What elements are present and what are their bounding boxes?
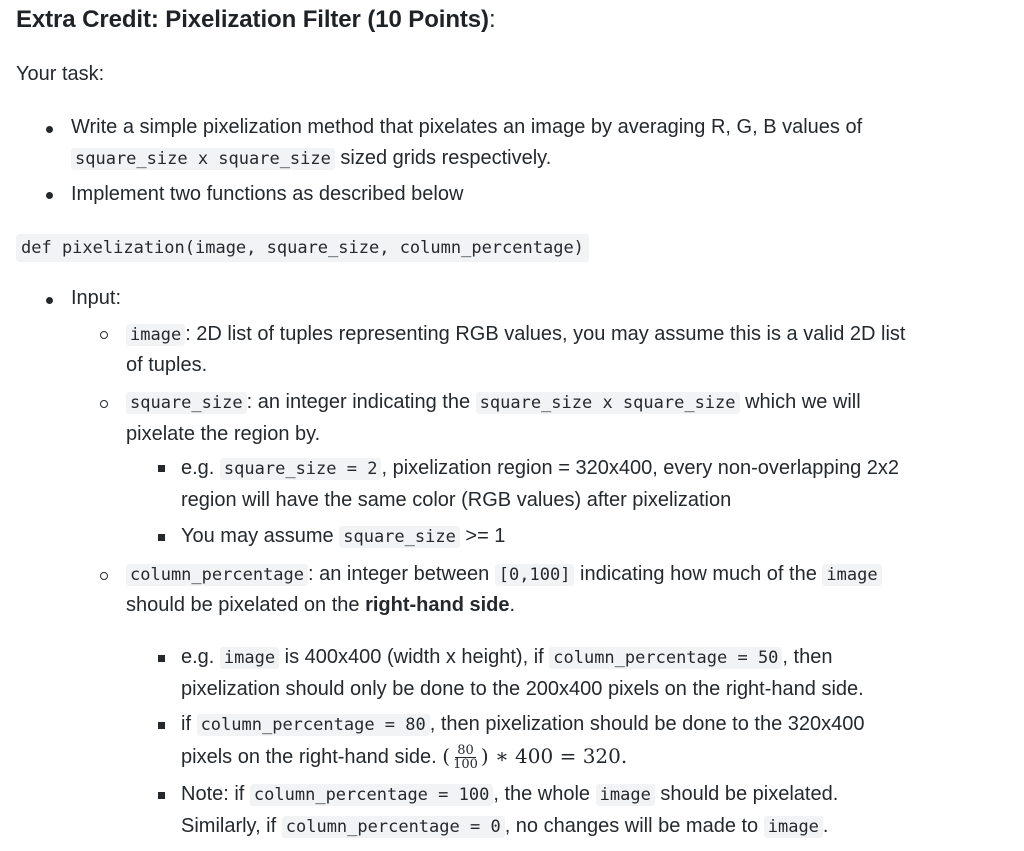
inline-code: [0,100] <box>495 564 575 586</box>
param-column-percentage-line-1: column_percentage : an integer between [0,100] indicating how much of the image <box>126 558 882 591</box>
inline-code: image <box>126 324 185 346</box>
inline-code: square_size <box>126 392 247 414</box>
bullet-dot <box>46 297 53 304</box>
bullet-square <box>158 722 165 729</box>
function-signature: def pixelization(image, square_size, column_percentage) <box>16 234 589 262</box>
bullet-square <box>158 534 165 541</box>
inline-code: square_size x square_size <box>71 148 335 170</box>
column-example-2-line-1: if column_percentage = 80 , then pixelization should be done to the 320x400 <box>181 713 865 735</box>
bullet-circle <box>100 400 108 408</box>
inline-code: column_percentage = 50 <box>549 647 782 669</box>
square-size-example-line-1: e.g. square_size = 2 , pixelization region = 320x400, every non-overlapping 2x2 <box>181 457 900 479</box>
square-size-assumption: You may assume square_size >= 1 <box>181 525 506 547</box>
fraction: $\frac{80}{100}$ <box>453 743 478 772</box>
bullet-square <box>158 655 165 662</box>
bullet-square <box>158 792 165 799</box>
param-square-size-line-1: square_size : an integer indicating the square_size x square_size which we will <box>126 386 861 419</box>
math-formula: ( $\frac{80}{100}$ ) ∗ 400 = 320. <box>442 743 628 772</box>
bullet-dot <box>46 192 53 199</box>
param-image-line-1: image : 2D list of tuples representing RGB values, you may assume this is a valid 2D list <box>126 318 906 351</box>
bold-text: right-hand side <box>365 594 510 616</box>
column-example-1-line-2: pixelization should only be done to the 200x400 pixels on the right-hand side. <box>181 678 864 700</box>
column-note-line-2: Similarly, if column_percentage = 0 , no changes will be made to image . <box>181 815 829 837</box>
inline-code: column_percentage <box>126 564 308 586</box>
inline-code: square_size = 2 <box>220 458 382 480</box>
column-note-line-1: Note: if column_percentage = 100 , the whole image should be pixelated. <box>181 783 839 805</box>
intro-text: Your task: <box>16 63 105 85</box>
page-title: Extra Credit: Pixelization Filter (10 Points): <box>16 6 496 33</box>
inline-code: column_percentage = 0 <box>282 816 505 838</box>
bullet-dot <box>46 126 53 133</box>
inline-code: image <box>822 564 881 586</box>
task-1-line-1: Write a simple pixelization method that pixelates an image by averaging R, G, B values of <box>71 116 863 138</box>
inline-code: column_percentage = 100 <box>250 784 493 806</box>
param-image-line-2: of tuples. <box>126 354 208 376</box>
square-size-example-line-2: region will have the same color (RGB values) after pixelization <box>181 489 732 511</box>
column-example-2-line-2: pixels on the right-hand side. ( $\frac{80}{100}$ ) ∗ 400 = 320. <box>181 743 628 772</box>
inline-code: column_percentage = 80 <box>197 714 430 736</box>
inline-code: image <box>220 647 279 669</box>
bullet-circle <box>100 572 108 580</box>
inline-code: square_size x square_size <box>476 392 740 414</box>
task-2: Implement two functions as described below <box>71 183 464 205</box>
bullet-square <box>158 465 165 472</box>
bullet-circle <box>100 331 108 339</box>
input-label: Input: <box>71 287 122 309</box>
column-example-1-line-1: e.g. image is 400x400 (width x height), if column_percentage = 50 , then <box>181 646 833 668</box>
param-column-percentage-line-2: should be pixelated on the right-hand side. <box>126 594 516 616</box>
task-1-line-2: square_size x square_size sized grids respectively. <box>71 142 551 175</box>
inline-code: square_size <box>339 526 460 548</box>
param-square-size-line-2: pixelate the region by. <box>126 423 321 445</box>
inline-code: image <box>596 784 655 806</box>
inline-code: image <box>764 816 823 838</box>
